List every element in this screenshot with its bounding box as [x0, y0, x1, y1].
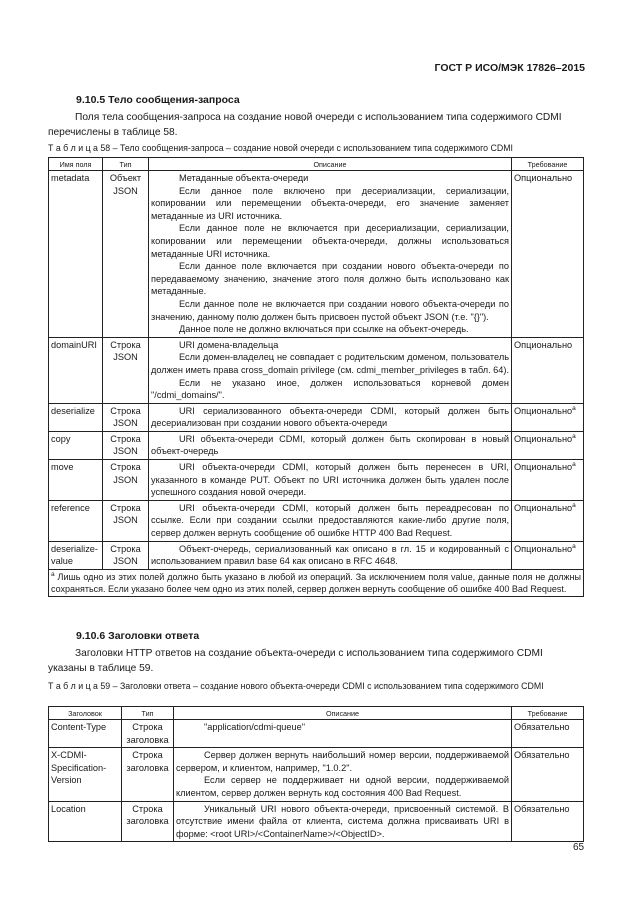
column-header: Тип: [103, 158, 149, 171]
header-requirement: Обязательно: [512, 801, 584, 842]
description-line: Если сервер не поддерживает ни одной версии, поддерживаемой клиентом, сервер должен вернуть код состояния 400 Bad Request.: [176, 775, 509, 798]
field-type: Строка JSON: [103, 500, 149, 541]
field-name: deserialize: [49, 403, 103, 431]
section-title-request-body: 9.10.5 Тело сообщения-запроса: [76, 94, 240, 106]
column-header: Требование: [512, 158, 584, 171]
requirement-text: Опционально: [514, 502, 573, 513]
document-header: ГОСТ Р ИСО/МЭК 17826–2015: [434, 62, 585, 74]
description-line: Если данное поле включено при десериализации, сериализации, копировании или перемещении объекта-очереди, его значение заменяет метаданные из URI источника.: [151, 185, 509, 221]
field-requirement: [512, 500, 584, 541]
footnote-text: Лишь одно из этих полей должно быть указано в любой из операций. За исключением поля value, данные поля не должны сохраняться. Если указано более чем одно из этих полей, сервер должен вернуть сообщение об ошибке 400 Bad Request.: [51, 571, 581, 595]
description-line: Объект-очередь, сериализованный как описано в гл. 15 и кодированный с использованием правил base 64 как описано в RFC 4648.: [151, 543, 509, 567]
field-name: deserialize-value: [49, 541, 103, 569]
table-row: [49, 460, 584, 501]
field-requirement: [512, 431, 584, 459]
header-description: [174, 720, 512, 748]
description-line: "application/cdmi-queue": [204, 722, 306, 732]
section-paragraph-response-headers: Заголовки HTTP ответов на создание объекта-очереди с использованием типа содержимого CDMI указаны в таблице 59.: [48, 648, 543, 674]
footnote-ref: a: [572, 542, 576, 550]
header-type: Строка заголовка: [122, 748, 174, 801]
description-line: URI домена-владельца: [179, 339, 279, 350]
table-58: [48, 157, 584, 597]
header-requirement: Обязательно: [512, 748, 584, 801]
footnote-mark: a: [51, 570, 55, 578]
table-59: [48, 706, 584, 842]
description-line: Если данное поле включается при создании нового объекта-очереди по передаваемому значению, значение этого поля должно быть использовано как метаданные.: [151, 261, 509, 297]
header-type: Строка заголовка: [122, 720, 174, 748]
page-number: 65: [573, 842, 585, 853]
table-row: [49, 403, 584, 431]
description-line: Метаданные объекта-очереди: [179, 173, 309, 183]
field-description: [149, 337, 512, 403]
field-type: Объект JSON: [103, 171, 149, 338]
footnote-ref: a: [572, 404, 576, 412]
description-line: Уникальный URI нового объекта-очереди, присвоенный системой. В отсутствие имени файла от клиента, система должна присваивать URI в форме: <root URI>/<ContainerName>/<ObjectID>.: [176, 803, 509, 839]
description-line: Если данное поле не включается при десериализации, сериализации, копировании или перемещении объекта-очереди, должны использоваться метаданные URI источника.: [151, 223, 509, 259]
header-name: X-CDMI-Specification-Version: [49, 748, 122, 801]
table-row: [49, 500, 584, 541]
table-footnote: [49, 569, 584, 596]
description-line: Если данное поле не включается при создании нового объекта-очереди по значению, данному полю должен быть присвоен пустой объект JSON (т.е. "{}").: [151, 298, 509, 322]
field-requirement: [512, 403, 584, 431]
description-line: URI объекта-очереди CDMI, который должен быть переадресован по ссылке. Если при создании ссылки предоставляются какие-либо другие поля, сервер должен вернуть сообщение об ошибке HTTP 400 Bad Request.: [151, 502, 509, 539]
table-59-caption: Т а б л и ц а 59 – Заголовки ответа – создание нового объекта-очереди CDMI с использованием типа содержимого CDMI: [48, 681, 544, 691]
section-title-response-headers: 9.10.6 Заголовки ответа: [76, 630, 200, 642]
field-description: [149, 500, 512, 541]
field-description: [149, 171, 512, 338]
footnote-ref: a: [572, 461, 576, 468]
table-58-caption: Т а б л и ц а 58 – Тело сообщения-запроса – создание новой очереди с использованием типа содержимого CDMI: [48, 143, 513, 153]
description-line: URI объекта-очереди CDMI, который должен быть перенесен в URI, указанного в команде PUT. Объект по URI источника должен быть удален после успешного создания новой очереди.: [151, 462, 509, 498]
description-line: Данное поле не должно включаться при ссылке на объект-очередь.: [179, 324, 469, 335]
column-header: Заголовок: [49, 707, 122, 720]
table-row: [49, 801, 584, 842]
table-footnote-row: [49, 569, 584, 596]
field-description: [149, 431, 512, 459]
table-row: [49, 720, 584, 748]
requirement-text: Опционально: [514, 405, 573, 416]
field-type: Строка JSON: [103, 431, 149, 459]
table-row: [49, 748, 584, 801]
field-type: Строка JSON: [103, 541, 149, 569]
requirement-text: Опционально: [514, 462, 573, 473]
description-line: URI объекта-очереди CDMI, который должен быть скопирован в новый объект-очередь: [151, 433, 509, 457]
field-name: domainURI: [49, 337, 103, 403]
field-requirement: [512, 171, 584, 338]
header-description: [174, 748, 512, 801]
field-description: [149, 541, 512, 569]
field-requirement: [512, 460, 584, 501]
field-type: Строка JSON: [103, 337, 149, 403]
column-header: Описание: [174, 707, 512, 720]
header-type: Строка заголовка: [122, 801, 174, 842]
requirement-text: Опционально: [514, 173, 573, 183]
footnote-ref: a: [572, 501, 576, 509]
footnote-ref: a: [572, 432, 576, 440]
description-line: Если домен-владелец не совпадает с родительским доменом, пользователь должен иметь права cross_domain privilege (см. cdmi_member_privileges в табл. 64).: [151, 352, 510, 375]
column-header: Описание: [149, 158, 512, 171]
requirement-text: Опционально: [514, 543, 573, 554]
field-name: move: [49, 460, 103, 501]
field-type: Строка JSON: [103, 403, 149, 431]
header-name: Location: [49, 801, 122, 842]
table-row: [49, 431, 584, 459]
header-name: Content-Type: [49, 720, 122, 748]
field-type: Строка JSON: [103, 460, 149, 501]
description-line: Сервер должен вернуть наибольший номер версии, поддерживаемой сервером, и клиентом, например, "1.0.2".: [176, 750, 509, 773]
field-name: reference: [49, 500, 103, 541]
field-requirement: [512, 541, 584, 569]
table-header-row: [49, 158, 584, 171]
table-row: [49, 337, 584, 403]
field-name: copy: [49, 431, 103, 459]
table-row: [49, 541, 584, 569]
header-description: [174, 801, 512, 842]
field-name: metadata: [49, 171, 103, 338]
header-requirement: Обязательно: [512, 720, 584, 748]
column-header: Требование: [512, 707, 584, 720]
column-header: Тип: [122, 707, 174, 720]
field-requirement: [512, 337, 584, 403]
column-header: Имя поля: [49, 158, 103, 171]
requirement-text: Опционально: [514, 433, 573, 444]
description-line: URI сериализованного объекта-очереди CDMI, который должен быть десериализован при создании нового объекта-очереди: [151, 405, 509, 429]
section-paragraph-request-body: Поля тела сообщения-запроса на создание новой очереди с использованием типа содержимого CDMI перечислены в таблице 58.: [48, 112, 562, 138]
table-row: [49, 171, 584, 338]
requirement-text: Опционально: [514, 339, 573, 350]
field-description: [149, 460, 512, 501]
field-description: [149, 403, 512, 431]
description-line: Если не указано иное, должен использоваться корневой домен "/cdmi_domains/".: [151, 377, 509, 401]
table-header-row: [49, 707, 584, 720]
